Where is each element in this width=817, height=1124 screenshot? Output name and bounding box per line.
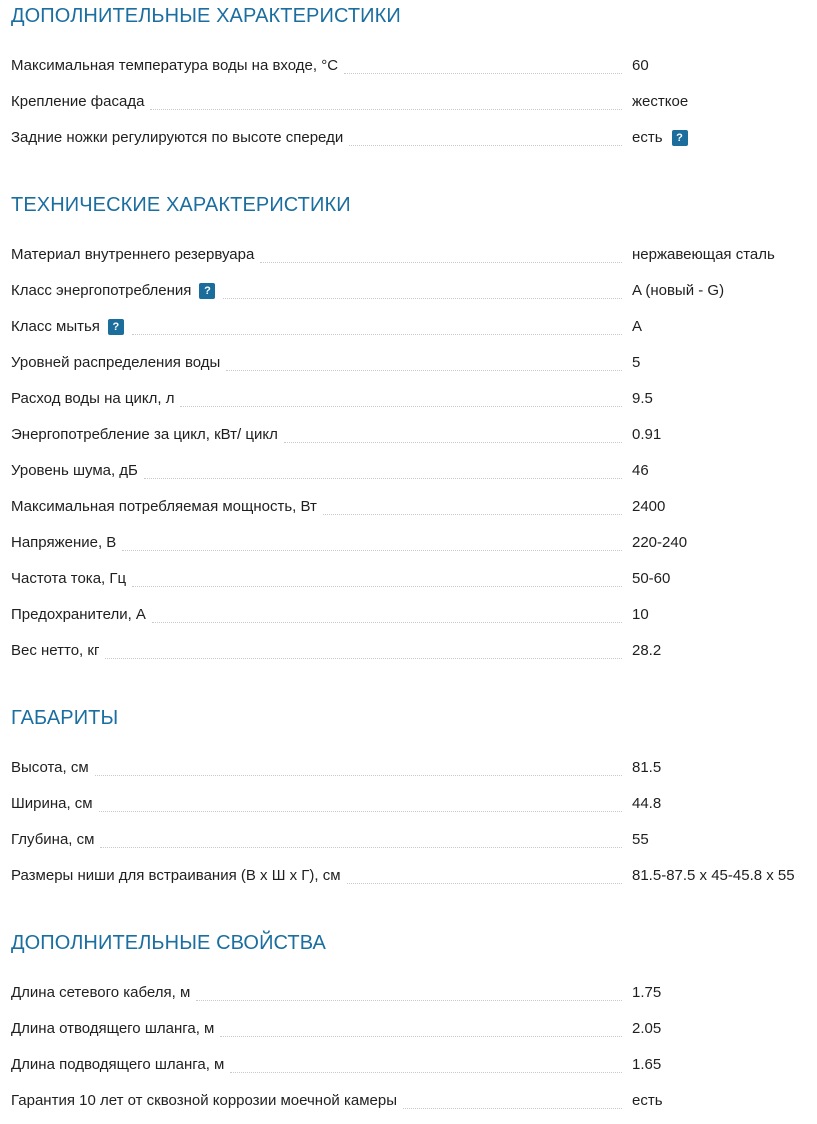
spec-row bbox=[0, 457, 817, 485]
spec-label: Размеры ниши для встраивания (В x Ш x Г), см bbox=[11, 867, 347, 885]
spec-value: 81.5 bbox=[632, 759, 662, 776]
spec-label: Высота, см bbox=[11, 759, 95, 777]
dotted-leader bbox=[132, 334, 622, 335]
spec-label: Уровней распределения воды bbox=[11, 354, 226, 372]
spec-value: 1.65 bbox=[632, 1056, 662, 1073]
spec-label: Максимальная температура воды на входе, °C bbox=[11, 57, 344, 75]
spec-value: есть ? bbox=[632, 124, 688, 152]
spec-value: 55 bbox=[632, 831, 649, 848]
section-title: ТЕХНИЧЕСКИЕ ХАРАКТЕРИСТИКИ bbox=[11, 194, 351, 216]
spec-row bbox=[0, 1051, 817, 1079]
spec-label: Длина отводящего шланга, м bbox=[11, 1020, 220, 1038]
spec-row bbox=[0, 349, 817, 377]
spec-label: Глубина, см bbox=[11, 831, 100, 849]
dotted-leader bbox=[122, 550, 622, 551]
spec-value: нержавеющая сталь bbox=[632, 246, 775, 263]
spec-value: жесткое bbox=[632, 93, 689, 110]
spec-value: 28.2 bbox=[632, 642, 662, 659]
spec-row bbox=[0, 529, 817, 557]
spec-row bbox=[0, 601, 817, 629]
dotted-leader bbox=[196, 1000, 622, 1001]
section-title: ДОПОЛНИТЕЛЬНЫЕ ХАРАКТЕРИСТИКИ bbox=[11, 5, 401, 27]
spec-label: Вес нетто, кг bbox=[11, 642, 105, 660]
dotted-leader bbox=[144, 478, 622, 479]
spec-value: 9.5 bbox=[632, 390, 653, 407]
spec-row bbox=[0, 88, 817, 116]
spec-row bbox=[0, 124, 817, 152]
spec-label: Задние ножки регулируются по высоте спереди bbox=[11, 129, 349, 147]
spec-value: 2400 bbox=[632, 498, 666, 515]
dotted-leader bbox=[260, 262, 622, 263]
spec-value: A (новый - G) bbox=[632, 282, 725, 299]
spec-value: 2.05 bbox=[632, 1020, 662, 1037]
spec-label: Класс мытья bbox=[11, 318, 106, 336]
spec-label: Уровень шума, дБ bbox=[11, 462, 144, 480]
spec-value: 44.8 bbox=[632, 795, 662, 812]
spec-row bbox=[0, 862, 817, 890]
spec-value: 1.75 bbox=[632, 984, 662, 1001]
dotted-leader bbox=[132, 586, 622, 587]
section-title: ДОПОЛНИТЕЛЬНЫЕ СВОЙСТВА bbox=[11, 932, 326, 954]
spec-row bbox=[0, 421, 817, 449]
spec-row bbox=[0, 826, 817, 854]
dotted-leader bbox=[180, 406, 622, 407]
dotted-leader bbox=[323, 514, 622, 515]
spec-label: Длина сетевого кабеля, м bbox=[11, 984, 196, 1002]
spec-label: Гарантия 10 лет от сквозной коррозии моечной камеры bbox=[11, 1092, 403, 1110]
spec-label: Частота тока, Гц bbox=[11, 570, 132, 588]
spec-value: 10 bbox=[632, 606, 649, 623]
spec-row bbox=[0, 385, 817, 413]
spec-label: Напряжение, В bbox=[11, 534, 122, 552]
dotted-leader bbox=[226, 370, 622, 371]
spec-row bbox=[0, 313, 817, 341]
spec-label: Предохранители, А bbox=[11, 606, 152, 624]
help-icon[interactable]: ? bbox=[672, 130, 688, 146]
dotted-leader bbox=[95, 775, 622, 776]
spec-value: A bbox=[632, 318, 643, 335]
help-icon[interactable]: ? bbox=[108, 319, 124, 335]
spec-value: 50-60 bbox=[632, 570, 671, 587]
spec-row bbox=[0, 637, 817, 665]
spec-row bbox=[0, 565, 817, 593]
spec-label: Энергопотребление за цикл, кВт/ цикл bbox=[11, 426, 284, 444]
spec-row bbox=[0, 979, 817, 1007]
spec-value: 81.5-87.5 x 45-45.8 x 55 bbox=[632, 867, 795, 884]
dotted-leader bbox=[223, 298, 622, 299]
dotted-leader bbox=[100, 847, 622, 848]
spec-row bbox=[0, 52, 817, 80]
dotted-leader bbox=[349, 145, 622, 146]
spec-value: 5 bbox=[632, 354, 641, 371]
section-title: ГАБАРИТЫ bbox=[11, 707, 119, 729]
dotted-leader bbox=[220, 1036, 622, 1037]
spec-label: Расход воды на цикл, л bbox=[11, 390, 180, 408]
dotted-leader bbox=[347, 883, 622, 884]
spec-label: Материал внутреннего резервуара bbox=[11, 246, 260, 264]
spec-value: 0.91 bbox=[632, 426, 662, 443]
spec-row bbox=[0, 241, 817, 269]
spec-row bbox=[0, 277, 817, 305]
dotted-leader bbox=[150, 109, 622, 110]
dotted-leader bbox=[230, 1072, 622, 1073]
dotted-leader bbox=[99, 811, 622, 812]
spec-value: 220-240 bbox=[632, 534, 688, 551]
help-icon[interactable]: ? bbox=[199, 283, 215, 299]
spec-row bbox=[0, 754, 817, 782]
spec-label: Ширина, см bbox=[11, 795, 99, 813]
dotted-leader bbox=[284, 442, 622, 443]
spec-value: 60 bbox=[632, 57, 649, 74]
dotted-leader bbox=[105, 658, 622, 659]
spec-label: Крепление фасада bbox=[11, 93, 150, 111]
spec-row bbox=[0, 1087, 817, 1115]
dotted-leader bbox=[403, 1108, 622, 1109]
spec-row bbox=[0, 1015, 817, 1043]
spec-value: 46 bbox=[632, 462, 649, 479]
spec-value: есть bbox=[632, 1092, 663, 1109]
spec-label: Класс энергопотребления bbox=[11, 282, 197, 300]
spec-row bbox=[0, 790, 817, 818]
dotted-leader bbox=[152, 622, 622, 623]
spec-row bbox=[0, 493, 817, 521]
spec-label: Длина подводящего шланга, м bbox=[11, 1056, 230, 1074]
dotted-leader bbox=[344, 73, 622, 74]
spec-label: Максимальная потребляемая мощность, Вт bbox=[11, 498, 323, 516]
